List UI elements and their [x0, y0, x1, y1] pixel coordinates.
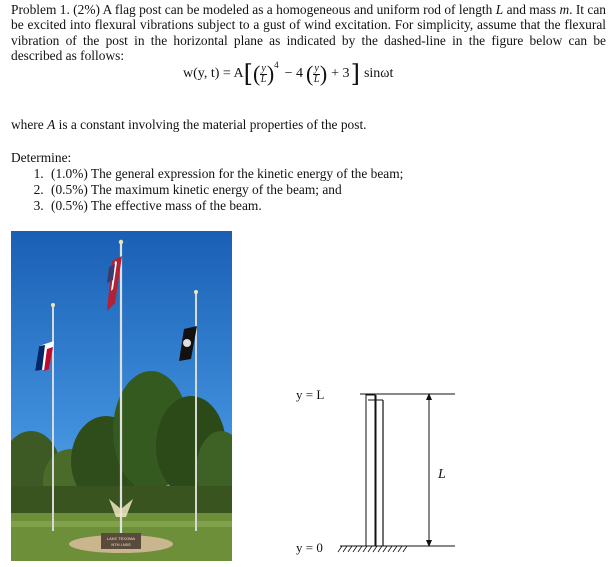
displacement-equation [183, 60, 394, 88]
right-bracket: ] [350, 60, 360, 88]
beam-diagram [280, 378, 490, 562]
var-mass: m [559, 2, 570, 17]
close-paren: ) [266, 61, 275, 86]
open-paren-2: ( [306, 61, 314, 86]
length-label: L [438, 467, 446, 482]
plaque-text-2: NTH LN0S [111, 542, 131, 547]
var-length: L [495, 2, 504, 17]
where-text-1: where [11, 117, 48, 132]
minus-coefficient: − 4 [284, 66, 304, 81]
sine-term: sinωt [363, 66, 394, 81]
equation-lhs: w(y, t) = A [183, 66, 244, 81]
plus-constant: + 3 [331, 66, 350, 81]
open-paren: ( [253, 61, 261, 86]
fraction-y-over-L-2: $\frac{y}{L}$ [313, 62, 320, 85]
left-bracket: [ [243, 60, 254, 88]
task-item: 2. (0.5%) The maximum kinetic energy of the beam; and [47, 182, 607, 198]
bottom-label: y = 0 [296, 540, 323, 555]
where-text-2: is a constant involving the material properties of the post. [55, 117, 367, 132]
plaque-text-1: LAKE TEXOMA [106, 536, 136, 541]
intro-text-2: and mass [503, 2, 560, 17]
flag-photo-illustration [11, 231, 232, 561]
task-item: 1. (1.0%) The general expression for the kinetic energy of the beam; [47, 166, 607, 182]
var-A: A [47, 117, 56, 132]
where-clause [11, 117, 367, 133]
exponent: 4 [274, 60, 279, 70]
flag-posts-photo [11, 231, 232, 561]
top-label: y = L [296, 387, 325, 402]
close-paren-2: ) [319, 61, 328, 86]
intro-text-3: . It can be excited into flexural vibrations subject to a gust of wind excitation. For simplicity, assume that the flexural vibration of the post in the horizontal plane as indicated by the dashed-line in the figure below can be described as follows: [11, 2, 606, 64]
fraction-y-over-L-1: $\frac{y}{L}$ [260, 62, 267, 85]
task-list [11, 166, 607, 214]
problem-statement [11, 2, 606, 64]
beam-schematic [280, 378, 490, 562]
post-outline-left [366, 395, 375, 546]
ground-hatching [338, 546, 407, 552]
intro-text-1: Problem 1. (2%) A flag post can be modeled as a homogeneous and uniform rod of length [11, 2, 496, 17]
task-item: 3. (0.5%) The effective mass of the beam. [47, 198, 607, 214]
determine-label: Determine: [11, 150, 72, 165]
